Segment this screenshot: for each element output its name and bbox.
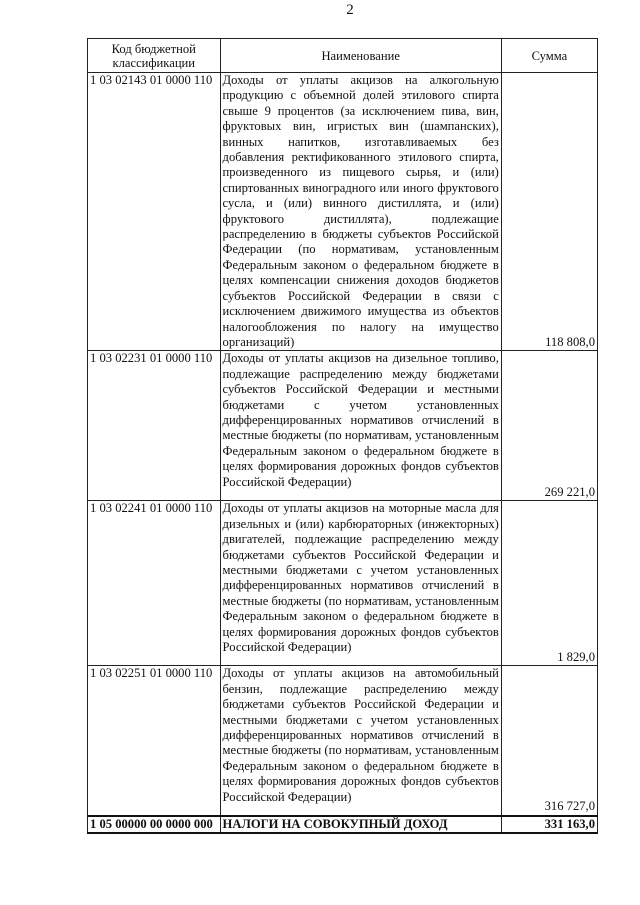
row-name: Доходы от уплаты акцизов на автомобильный бензин, подлежащие распределению между бюджетами субъектов Российской Федерации и местными бюджетами с учетом установленных дифференцированных нормативов отчислений в местные бюджеты (по нормативам, установленным Федеральным законом о федеральном бюджете в целях формирования дорожных фондов субъектов Российской Федерации) <box>220 666 501 816</box>
row-name: Доходы от уплаты акцизов на моторные масла для дизельных и (или) карбюраторных (инжекторных) двигателей, подлежащие распределению между бюджетами субъектов Российской Федерации и местными бюджетами с учетом установленных дифференцированных нормативов отчислений в местные бюджеты (по нормативам, установленным Федеральным законом о федеральном бюджете в целях формирования дорожных фондов субъектов Российской Федерации) <box>220 501 501 666</box>
total-sum: 331 163,0 <box>501 816 597 833</box>
total-code: 1 05 00000 00 0000 000 <box>88 816 221 833</box>
header-sum: Сумма <box>501 39 597 73</box>
table-header-row <box>88 39 598 73</box>
total-name: НАЛОГИ НА СОВОКУПНЫЙ ДОХОД <box>220 816 501 833</box>
row-code: 1 03 02241 01 0000 110 <box>88 501 221 666</box>
row-code: 1 03 02231 01 0000 110 <box>88 351 221 501</box>
header-code: Код бюджетной классификации <box>88 39 221 73</box>
total-row <box>88 816 598 833</box>
row-code: 1 03 02143 01 0000 110 <box>88 73 221 351</box>
header-name: Наименование <box>220 39 501 73</box>
row-name: Доходы от уплаты акцизов на алкогольную продукцию с объемной долей этилового спирта свыше 9 процентов (за исключением пива, вин, фруктовых вин, игристых вин (шампанских), винных напитков, изготавливаемых без добавления ректификованного этилового спирта, произведенного из пищевого сырья, и (или) спиртованных виноградного или иного фруктового сусла, и (или) винного дистиллята, и (или) фруктового дистиллята), подлежащие распределению в бюджеты субъектов Российской Федерации (по нормативам, установленным Федеральным законом о федеральном бюджете в целях компенсации снижения доходов бюджетов субъектов Российской Федерации в связи с исключением движимого имущества из объектов налогообложения по налогу на имущество организаций) <box>220 73 501 351</box>
table-row <box>88 666 598 816</box>
page-number: 2 <box>346 2 354 18</box>
budget-table <box>87 38 598 834</box>
row-sum: 316 727,0 <box>501 666 597 816</box>
row-sum: 269 221,0 <box>501 351 597 501</box>
row-code: 1 03 02251 01 0000 110 <box>88 666 221 816</box>
row-sum: 1 829,0 <box>501 501 597 666</box>
table-row <box>88 501 598 666</box>
table-row <box>88 351 598 501</box>
row-name: Доходы от уплаты акцизов на дизельное топливо, подлежащие распределению между бюджетами субъектов Российской Федерации и местными бюджетами с учетом установленных дифференцированных нормативов отчислений в местные бюджеты (по нормативам, установленным Федеральным законом о федеральном бюджете в целях формирования дорожных фондов субъектов Российской Федерации) <box>220 351 501 501</box>
table-row <box>88 73 598 351</box>
row-sum: 118 808,0 <box>501 73 597 351</box>
